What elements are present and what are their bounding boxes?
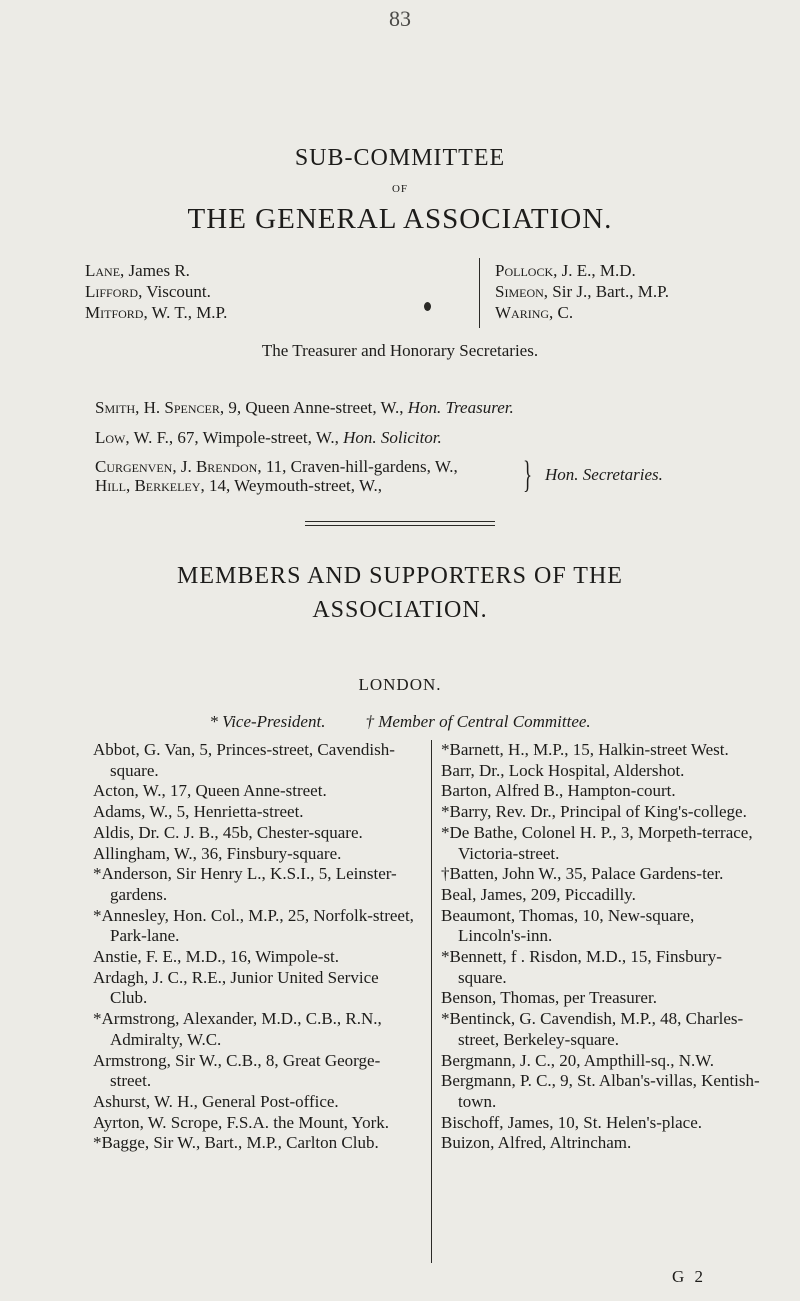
member-entry: Allingham, W., 36, Finsbury-square.	[93, 843, 342, 863]
member-entry: *Barnett, H., M.P., 15, Halkin-street West.	[441, 740, 729, 759]
officer-solicitor: Low, W. F., 67, Wimpole-street, W., Hon. Solicitor.	[95, 428, 442, 447]
member-entry: †Batten, John W., 35, Palace Gardens-ter.	[441, 864, 724, 884]
member-entry: Ashurst, W. H., General Post-office.	[93, 1091, 339, 1111]
legend-central-committee: † Member of Central Committee.	[365, 712, 591, 731]
member-entry: *Bagge, Sir W., Bart., M.P., Carlton Club.	[93, 1133, 379, 1153]
member-entry: *Bentinck, G. Cavendish, M.P., 48, Charles-street, Berkeley-square.	[441, 1009, 744, 1049]
members-right-column	[441, 740, 766, 1154]
member-entry: Ardagh, J. C., R.E., Junior United Service Club.	[93, 967, 379, 1008]
legend	[0, 712, 800, 732]
subcommittee-member: Lifford, Viscount.	[85, 282, 211, 301]
members-left-column	[93, 740, 418, 1154]
member-entry: Anstie, F. E., M.D., 16, Wimpole-st.	[93, 947, 340, 967]
member-entry: Armstrong, Sir W., C.B., 8, Great George-street.	[93, 1050, 381, 1091]
member-entry: Beaumont, Thomas, 10, New-square, Lincoln's-inn.	[441, 905, 695, 946]
member-entry: Benson, Thomas, per Treasurer.	[441, 988, 657, 1008]
section-rule	[305, 525, 495, 526]
member-entry: Ayrton, W. Scrope, F.S.A. the Mount, York.	[93, 1112, 390, 1132]
member-entry: *Armstrong, Alexander, M.D., C.B., R.N., Admiralty, W.C.	[93, 1009, 382, 1049]
treasurer-line: The Treasurer and Honorary Secretaries.	[261, 341, 539, 360]
member-entry: Adams, W., 5, Henrietta-street.	[93, 802, 304, 822]
member-entry: Bergmann, P. C., 9, St. Alban's-villas, Kentish-town.	[441, 1071, 760, 1111]
member-entry: *De Bathe, Colonel H. P., 3, Morpeth-terrace, Victoria-street.	[441, 822, 753, 863]
member-entry: Bergmann, J. C., 20, Ampthill-sq., N.W.	[441, 1050, 714, 1070]
column-divider	[431, 740, 432, 1263]
secretaries-role: Hon. Secretaries.	[545, 465, 663, 484]
member-entry: Bischoff, James, 10, St. Helen's-place.	[441, 1112, 703, 1132]
subcommittee-member: Pollock, J. E., M.D.	[495, 261, 636, 280]
signature-mark: G 2	[672, 1267, 707, 1286]
member-entry: Barton, Alfred B., Hampton-court.	[441, 781, 676, 801]
members-heading-cont: ASSOCIATION.	[312, 597, 488, 623]
member-entry: Barr, Dr., Lock Hospital, Aldershot.	[441, 760, 685, 780]
subcommittee-member: Simeon, Sir J., Bart., M.P.	[495, 282, 669, 301]
subcommittee-title: SUB-COMMITTEE	[294, 145, 506, 171]
subcommittee-divider	[479, 258, 480, 328]
subcommittee-right-list	[495, 260, 669, 323]
subcommittee-member: Lane, James R.	[85, 261, 190, 280]
officer-secretary: Curgenven, J. Brendon, 11, Craven-hill-gardens, W.,	[95, 457, 458, 476]
city-heading: LONDON.	[358, 675, 442, 694]
general-association-title: THE GENERAL ASSOCIATION.	[187, 203, 613, 235]
ink-dot	[424, 302, 431, 311]
subcommittee-title-of: OF	[391, 183, 409, 195]
member-entry: Aldis, Dr. C. J. B., 45b, Chester-square.	[93, 822, 363, 842]
legend-vice-president: * Vice-President.	[209, 712, 326, 731]
member-entry: Buizon, Alfred, Altrincham.	[441, 1133, 632, 1153]
members-heading: MEMBERS AND SUPPORTERS OF THE	[177, 563, 623, 589]
member-entry: *Bennett, f . Risdon, M.D., 15, Finsbury-square.	[441, 947, 722, 987]
member-entry: *Anderson, Sir Henry L., K.S.I., 5, Leinster-gardens.	[93, 864, 397, 904]
page-number: 83	[389, 6, 411, 31]
subcommittee-member: Mitford, W. T., M.P.	[85, 303, 228, 322]
subcommittee-member: Waring, C.	[495, 303, 574, 322]
member-entry: Acton, W., 17, Queen Anne-street.	[93, 781, 327, 801]
section-rule	[305, 521, 495, 522]
member-entry: *Annesley, Hon. Col., M.P., 25, Norfolk-street, Park-lane.	[93, 905, 414, 946]
member-entry: Abbot, G. Van, 5, Princes-street, Cavendish-square.	[93, 740, 395, 780]
brace: }	[523, 454, 533, 496]
member-entry: *Barry, Rev. Dr., Principal of King's-college.	[441, 802, 747, 822]
officer-secretary: Hill, Berkeley, 14, Weymouth-street, W.,	[95, 476, 382, 495]
officer-treasurer: Smith, H. Spencer, 9, Queen Anne-street, W., Hon. Treasurer.	[95, 398, 514, 417]
member-entry: Beal, James, 209, Piccadilly.	[441, 884, 636, 904]
subcommittee-left-list	[85, 260, 227, 323]
